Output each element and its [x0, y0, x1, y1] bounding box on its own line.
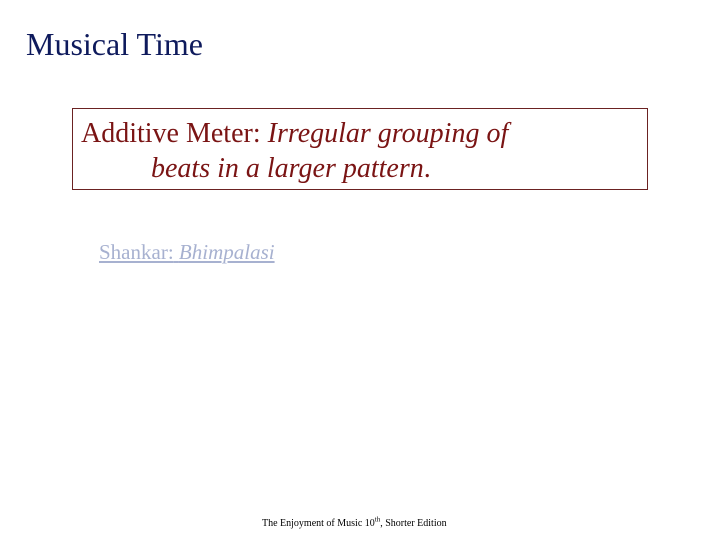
definition-term: Additive Meter:	[81, 118, 261, 149]
definition-period: .	[423, 153, 431, 184]
footer-superscript: th	[374, 515, 381, 524]
definition-description-part-2: beats in a larger pattern	[151, 153, 424, 184]
definition-line-2	[151, 153, 431, 185]
definition-description-part-1: Irregular grouping of	[267, 118, 509, 149]
slide-title: Musical Time	[26, 26, 203, 62]
definition-line-1	[81, 118, 508, 150]
definition-box	[72, 108, 648, 190]
footer-text-end: , Shorter Edition	[380, 518, 447, 529]
footer-text: The Enjoyment of Music 10	[262, 518, 375, 529]
listening-example-link[interactable]	[99, 238, 275, 266]
footer-citation	[262, 517, 447, 531]
link-composer[interactable]: Shankar:	[99, 240, 174, 264]
link-work-title[interactable]: Bhimpalasi	[178, 240, 275, 264]
